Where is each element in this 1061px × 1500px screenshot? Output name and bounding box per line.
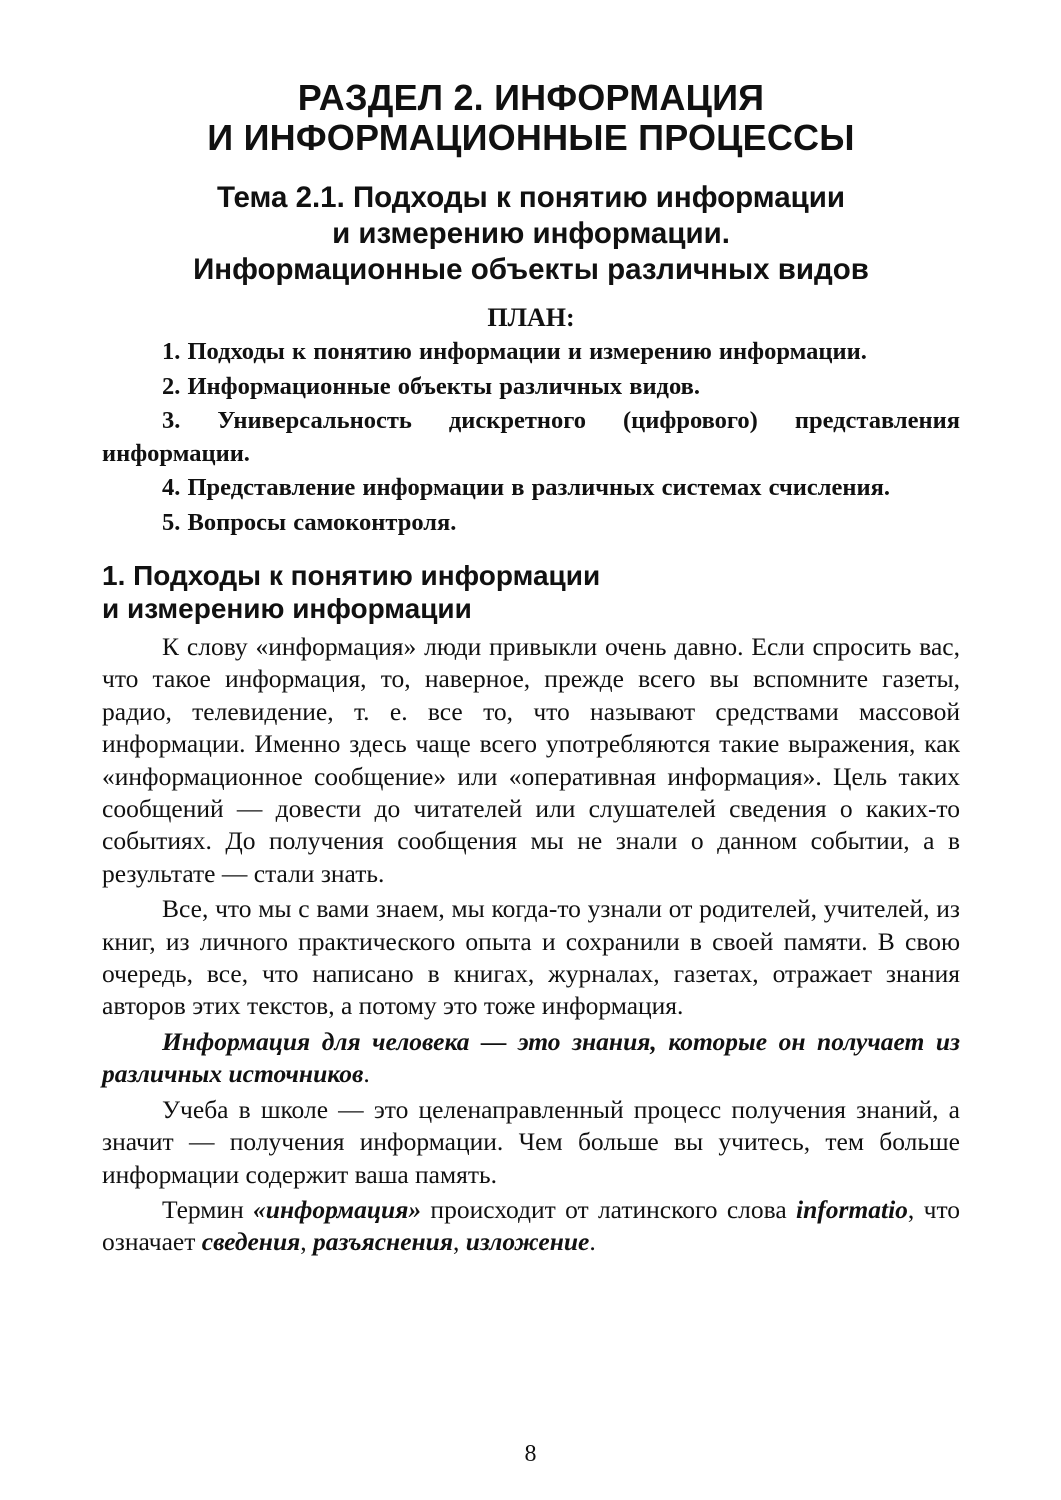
plan-list — [102, 336, 960, 539]
p5-text-1: Термин — [162, 1194, 254, 1224]
plan-item: 1. Подходы к понятию информации и измерению информации. — [162, 338, 867, 365]
topic-title-line-3: Информационные объекты различных видов — [193, 253, 869, 286]
meaning-1: сведения — [201, 1227, 301, 1257]
definition-text: Информация для человека — это знания, которые он получает из различных источников — [102, 1026, 960, 1089]
topic-title-line-2: и измерению информации. — [332, 217, 730, 250]
topic-title-line-1: Тема 2.1. Подходы к понятию информации — [216, 181, 846, 214]
paragraph-2: Все, что мы с вами знаем, мы когда-то узнали от родителей, учителей, из книг, из личного практического опыта и сохранили в своей памяти. В свою очередь, все, что написано в книгах, журналах, газетах, отражает знания авторов этих текстов, а потому это тоже информация. — [102, 894, 960, 1021]
page-content — [102, 78, 960, 1259]
term-information: «информация» — [253, 1194, 422, 1224]
subsection-title-line-2: и измерению информации — [102, 593, 472, 624]
p5-end: . — [589, 1227, 596, 1257]
page-number: 8 — [524, 1441, 537, 1467]
paragraph-1: К слову «информация» люди привыкли очень давно. Если спросить вас, что такое информация, то, наверное, прежде всего вы вспомните газеты, радио, телевидение, т. е. все то, что называют средствами массовой информации. Именно здесь чаще всего употребляются такие выражения, как «информационное сообщение» или «оперативная информация». Цель таких сообщений — довести до читателей или слушателей сведения о каких-то событиях. До получения сообщения мы не знали о данном событии, а в результате — стали знать. — [102, 632, 960, 888]
paragraph-4: Учеба в школе — это целенаправленный процесс получения знаний, а значит — получения информации. Чем больше вы учитесь, тем больше информации содержит ваша память. — [102, 1094, 960, 1189]
p5-sep-1: , — [300, 1227, 314, 1257]
p5-sep-2: , — [452, 1227, 466, 1257]
topic-title — [102, 180, 960, 288]
meaning-2: разъяснения — [313, 1227, 453, 1257]
section-title — [102, 78, 960, 158]
paragraph-5 — [102, 1194, 960, 1259]
meaning-3: изложение — [465, 1227, 590, 1257]
plan-item: 2. Информационные объекты различных видов. — [162, 372, 700, 400]
latin-word: informatio — [795, 1194, 908, 1224]
subsection-title-line-1: 1. Подходы к понятию информации — [102, 560, 601, 591]
section-title-line-1: РАЗДЕЛ 2. ИНФОРМАЦИЯ — [297, 77, 765, 118]
p5-text-2: происходит от латинского слова — [421, 1194, 796, 1224]
plan-item: 5. Вопросы самоконтроля. — [162, 508, 457, 536]
plan-heading: ПЛАН: — [487, 303, 575, 332]
definition-period: . — [363, 1059, 370, 1089]
subsection-title — [102, 559, 960, 625]
plan-item: 3. Универсальность дискретного (цифрового) представления информации. — [102, 407, 960, 467]
section-title-line-2: И ИНФОРМАЦИОННЫЕ ПРОЦЕССЫ — [207, 117, 855, 158]
plan-item: 4. Представление информации в различных системах счисления. — [162, 474, 890, 501]
p5-text-3: , что означает — [102, 1194, 961, 1257]
paragraph-3-definition — [102, 1026, 960, 1091]
